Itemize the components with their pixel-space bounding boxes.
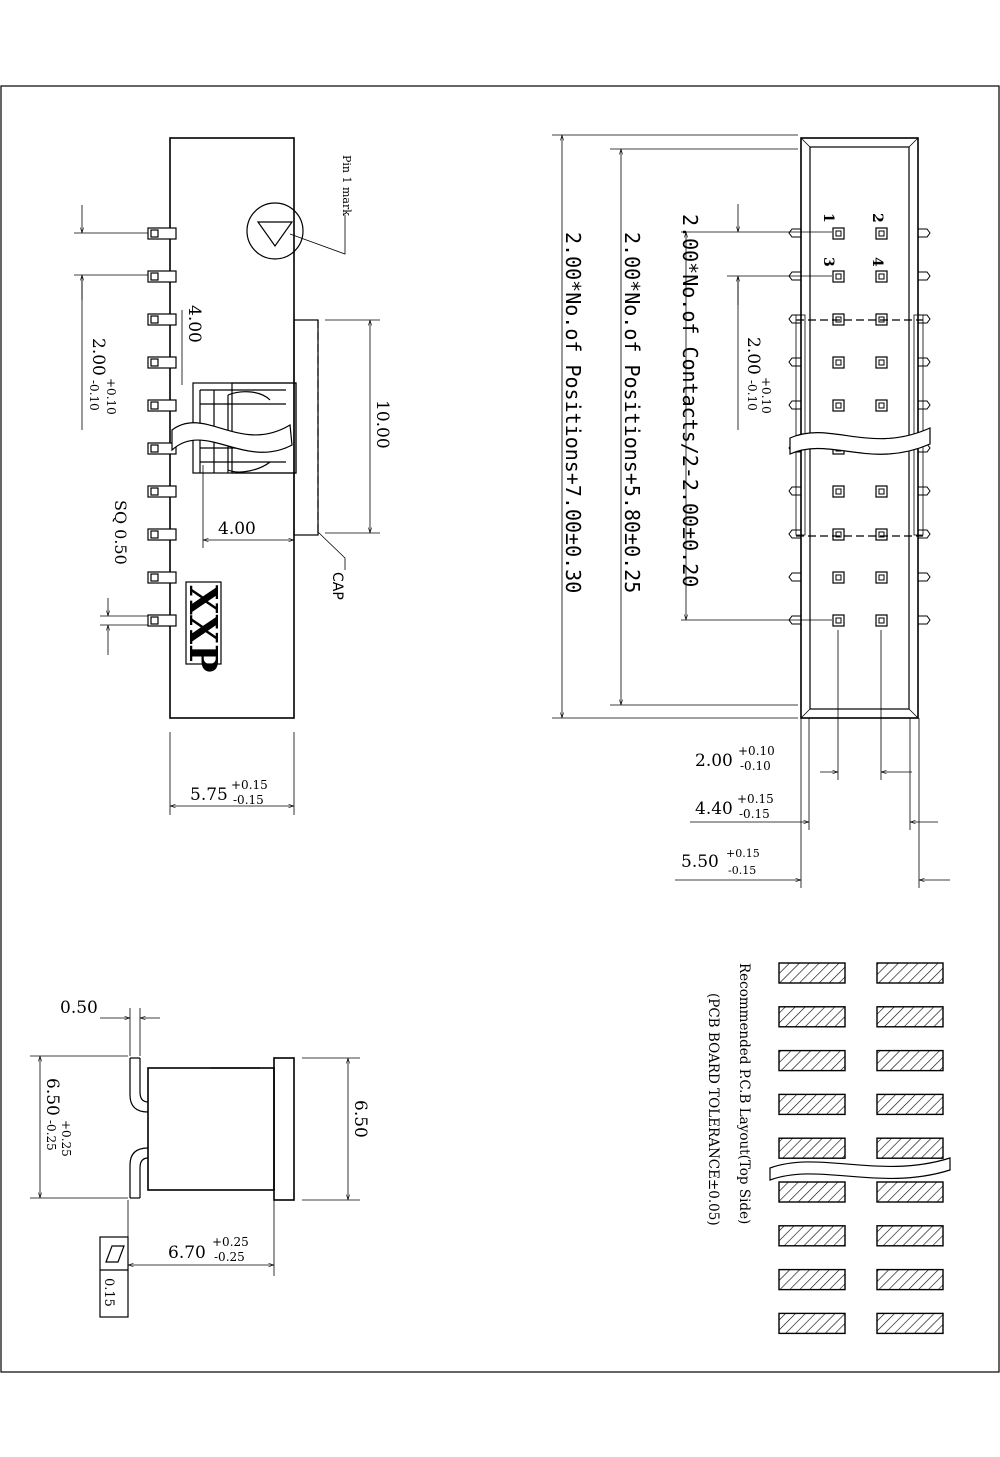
row-pitch-value: 2.00 (695, 751, 733, 771)
cap-body (294, 320, 318, 535)
front-pitch-value: 2.00 (743, 337, 763, 375)
pcb-pad-grid (779, 963, 943, 1333)
pin1-mark-icon (258, 222, 292, 246)
pin-number-3: 3 (820, 257, 836, 267)
pcb-pad-row (779, 1270, 943, 1290)
side-pin (148, 615, 176, 626)
pcb-pad-row (779, 1007, 943, 1027)
front-pitch-plus: +0.10 (759, 377, 773, 414)
side-pitch-minus: -0.10 (87, 380, 101, 411)
dim-contacts: 2.00*No.of Contacts/2-2.00±0.20 (678, 214, 702, 588)
end-height-plus: +0.25 (59, 1120, 73, 1157)
pcb-pad-row (779, 1226, 943, 1246)
pin1-mark-leader (290, 215, 345, 254)
side-dim-10: 10.00 (372, 400, 392, 449)
pcb-pad-row (779, 1313, 943, 1333)
pin1-mark-label: Pin 1 mark (340, 155, 353, 216)
side-pin (148, 400, 176, 411)
pin-number-2: 2 (869, 213, 885, 223)
row-pitch-plus: +0.10 (738, 744, 775, 758)
side-dim-4-vertical: 4.00 (184, 305, 204, 343)
side-sq-label: SQ 0.50 (111, 500, 130, 565)
end-view (30, 998, 370, 1317)
pcb-break-line (770, 1158, 950, 1180)
dim-positions-700: 2.00*No.of Positions+7.00±0.30 (561, 232, 585, 594)
end-depth-value: 6.70 (168, 1243, 206, 1263)
side-width-value: 5.75 (190, 785, 228, 805)
end-depth-plus: +0.25 (212, 1235, 249, 1249)
end-body-height: 6.50 (350, 1100, 370, 1138)
front-view (552, 135, 950, 888)
side-dim-4-horizontal: 4.00 (218, 519, 256, 539)
end-view-flange (274, 1058, 294, 1200)
side-pitch-value: 2.00 (88, 338, 108, 376)
inner-width-value: 4.40 (695, 799, 733, 819)
outer-width-minus: -0.15 (728, 864, 757, 877)
outer-width-plus: +0.15 (726, 847, 760, 860)
pcb-tolerance: (PCB BOARD TOLERANCE±0.05) (705, 993, 721, 1226)
pcb-pad-row (779, 963, 943, 983)
inner-width-plus: +0.15 (737, 792, 774, 806)
front-outer-shell (801, 138, 918, 718)
side-width-minus: -0.15 (233, 793, 264, 807)
flatness-icon (106, 1246, 124, 1262)
end-lead-lower (130, 1148, 148, 1198)
side-pin (148, 486, 176, 497)
flatness-value: 0.15 (101, 1278, 116, 1307)
side-pin (148, 314, 176, 325)
end-lead-upper (130, 1058, 148, 1112)
end-height-value: 6.50 (42, 1078, 62, 1116)
end-view-body (148, 1068, 274, 1190)
row-pitch-minus: -0.10 (740, 759, 771, 773)
xxp-logo: XXP (181, 585, 226, 673)
pcb-pad-row (779, 1182, 943, 1202)
front-pitch-minus: -0.10 (745, 380, 759, 411)
pcb-pad-row (779, 1051, 943, 1071)
side-width-plus: +0.15 (231, 778, 268, 792)
side-pin (148, 357, 176, 368)
pin-number-4: 4 (869, 257, 885, 267)
end-depth-minus: -0.25 (214, 1250, 245, 1264)
pcb-title: Recommended P.C.B Layout(Top Side) (736, 963, 752, 1225)
pin-number-1: 1 (820, 213, 836, 223)
side-pin (148, 271, 176, 282)
pcb-layout (705, 963, 950, 1333)
side-pin (148, 228, 176, 239)
side-view (74, 138, 392, 815)
front-inner-shell (810, 147, 909, 709)
side-pitch-plus: +0.10 (104, 378, 118, 415)
side-pin-column (148, 228, 176, 626)
end-height-minus: -0.25 (44, 1120, 58, 1151)
cap-label: CAP (329, 572, 345, 600)
side-pin (148, 572, 176, 583)
end-lead-width: 0.50 (60, 998, 98, 1018)
pcb-pad-row (779, 1094, 943, 1114)
dim-positions-580: 2.00*No.of Positions+5.80±0.25 (620, 232, 644, 594)
outer-width-value: 5.50 (681, 852, 719, 872)
inner-width-minus: -0.15 (739, 807, 770, 821)
pcb-pad-row (779, 1138, 943, 1158)
side-pin (148, 529, 176, 540)
